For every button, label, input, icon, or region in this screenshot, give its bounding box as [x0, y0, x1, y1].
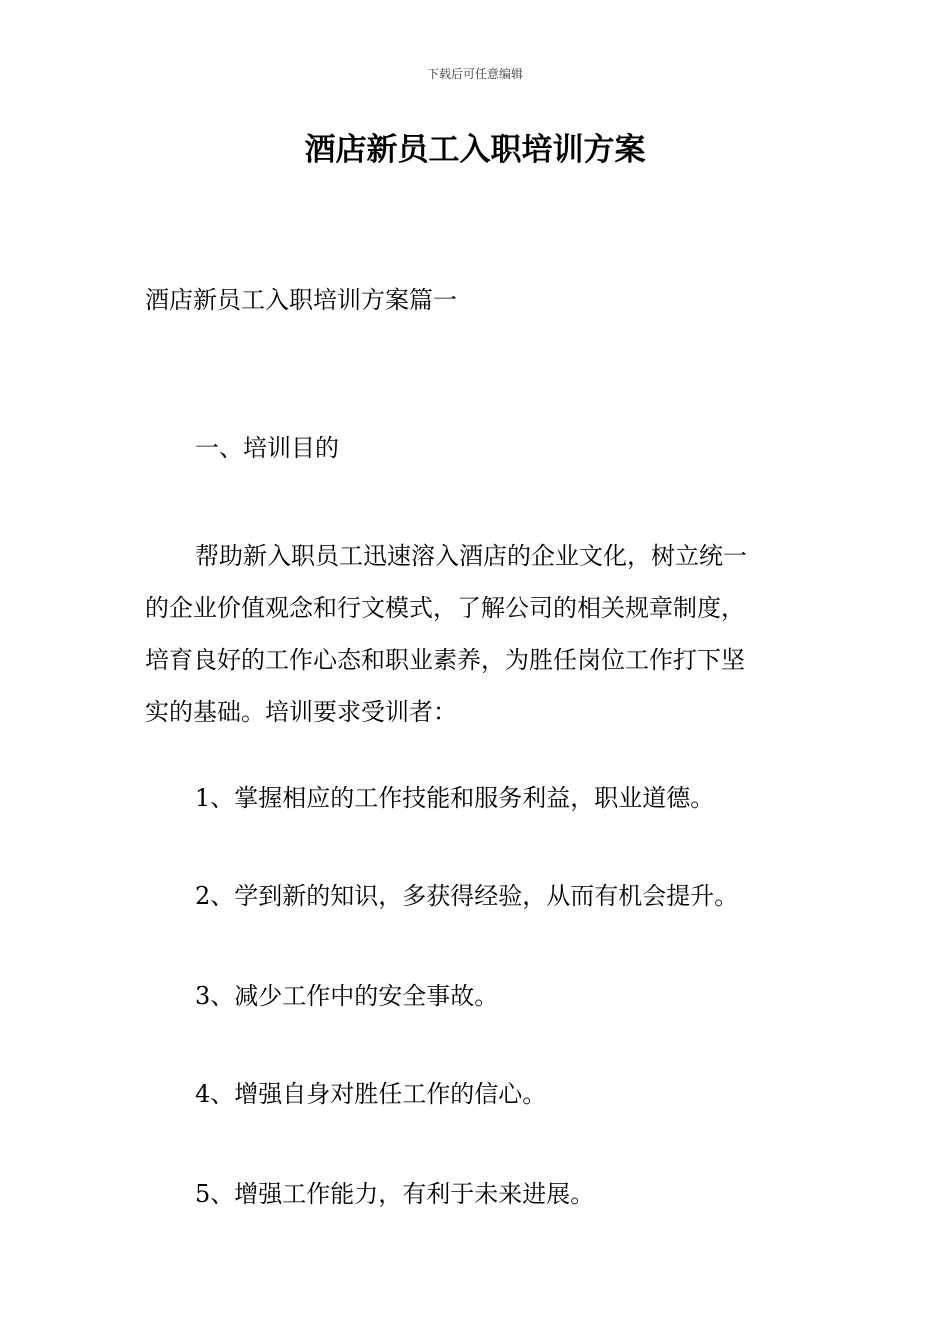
header-note: 下载后可任意编辑	[426, 67, 523, 81]
body-paragraph	[145, 530, 810, 738]
paragraph-line: 的企业价值观念和行文模式，了解公司的相关规章制度，	[145, 594, 745, 622]
paragraph-line: 培育良好的工作心态和职业素养，为胜任岗位工作打下坚	[145, 646, 745, 674]
paragraph-line: 帮助新入职员工迅速溶入酒店的企业文化，树立统一	[195, 542, 747, 570]
document-subtitle: 酒店新员工入职培训方案篇一	[145, 286, 457, 314]
list-item: 2、学到新的知识，多获得经验，从而有机会提升。	[195, 882, 739, 910]
paragraph-line: 实的基础。培训要求受训者：	[145, 698, 457, 726]
section-heading: 一、培训目的	[195, 434, 339, 462]
document-title: 酒店新员工入职培训方案	[304, 132, 646, 168]
list-item: 5、增强工作能力，有利于未来进展。	[195, 1180, 595, 1208]
list-item: 1、掌握相应的工作技能和服务利益，职业道德。	[195, 784, 715, 812]
list-item: 4、增强自身对胜任工作的信心。	[195, 1080, 547, 1108]
list-item: 3、减少工作中的安全事故。	[195, 982, 499, 1010]
